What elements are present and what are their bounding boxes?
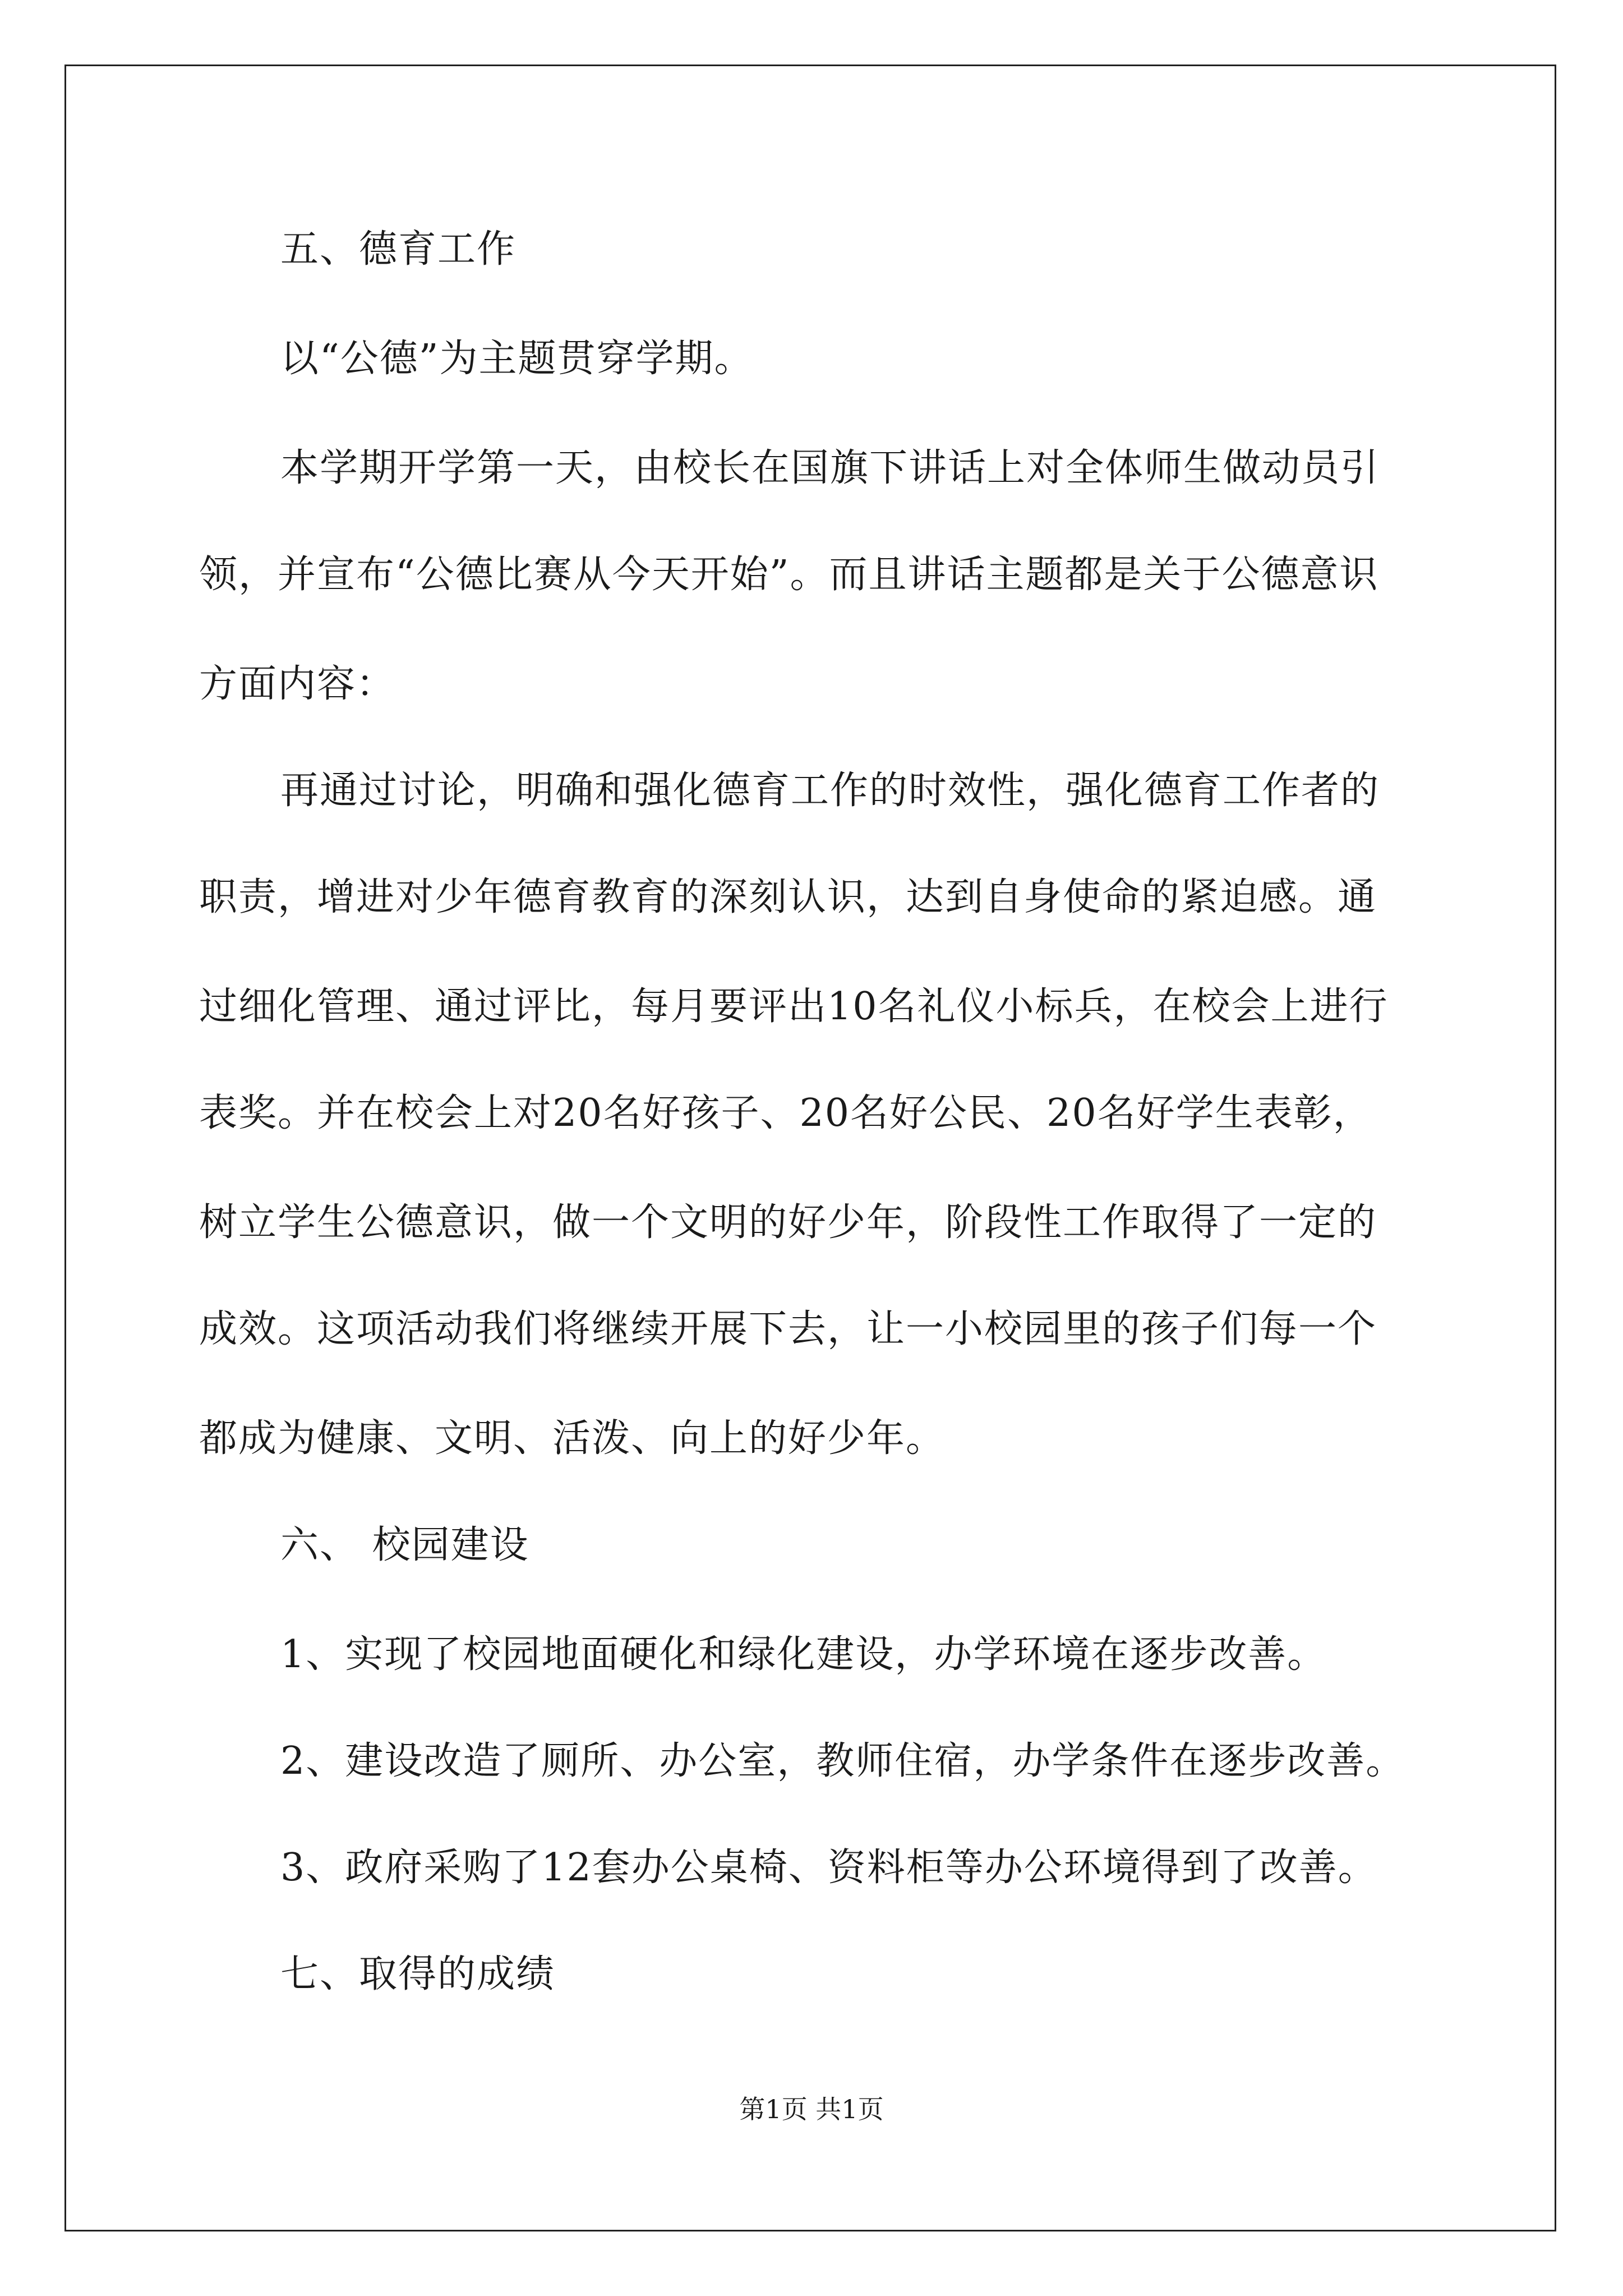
paragraph-line: 树立学生公德意识，做一个文明的好少年，阶段性工作取得了一定的	[199, 1200, 1377, 1245]
list-item: 2、建设改造了厕所、办公室，教师住宿，办学条件在逐步改善。	[280, 1739, 1405, 1783]
page-border	[64, 65, 1556, 2231]
list-item: 1、实现了校园地面硬化和绿化建设，办学环境在逐步改善。	[280, 1632, 1327, 1677]
paragraph-line: 成效。这项活动我们将继续开展下去，让一小校园里的孩子们每一个	[199, 1307, 1377, 1351]
list-item: 3、政府采购了12套办公桌椅、资料柜等办公环境得到了改善。	[280, 1846, 1377, 1890]
section-heading-campus-construction: 六、 校园建设	[280, 1523, 529, 1567]
paragraph-line: 再通过讨论，明确和强化德育工作的时效性，强化德育工作者的	[280, 769, 1380, 813]
section-heading-moral-education: 五、德育工作	[280, 227, 517, 272]
section-heading-achievements: 七、取得的成绩	[280, 1952, 556, 1996]
page-number-footer: 第1页 共1页	[739, 2094, 884, 2124]
paragraph-line: 表奖。并在校会上对20名好孩子、20名好公民、20名好学生表彰，	[199, 1091, 1372, 1135]
paragraph-line: 都成为健康、文明、活泼、向上的好少年。	[199, 1416, 946, 1461]
paragraph-line: 领，并宣布“公德比赛从今天开始”。而且讲话主题都是关于公德意识	[199, 553, 1379, 597]
paragraph-line: 本学期开学第一天，由校长在国旗下讲话上对全体师生做动员引	[280, 446, 1380, 490]
paragraph-line: 方面内容：	[199, 662, 396, 706]
paragraph-line: 以“公德”为主题贯穿学期。	[280, 337, 754, 381]
paragraph-line: 职责，增进对少年德育教育的深刻认识，达到自身使命的紧迫感。通	[199, 875, 1377, 919]
paragraph-line: 过细化管理、通过评比，每月要评出10名礼仪小标兵，在校会上进行	[199, 984, 1389, 1029]
